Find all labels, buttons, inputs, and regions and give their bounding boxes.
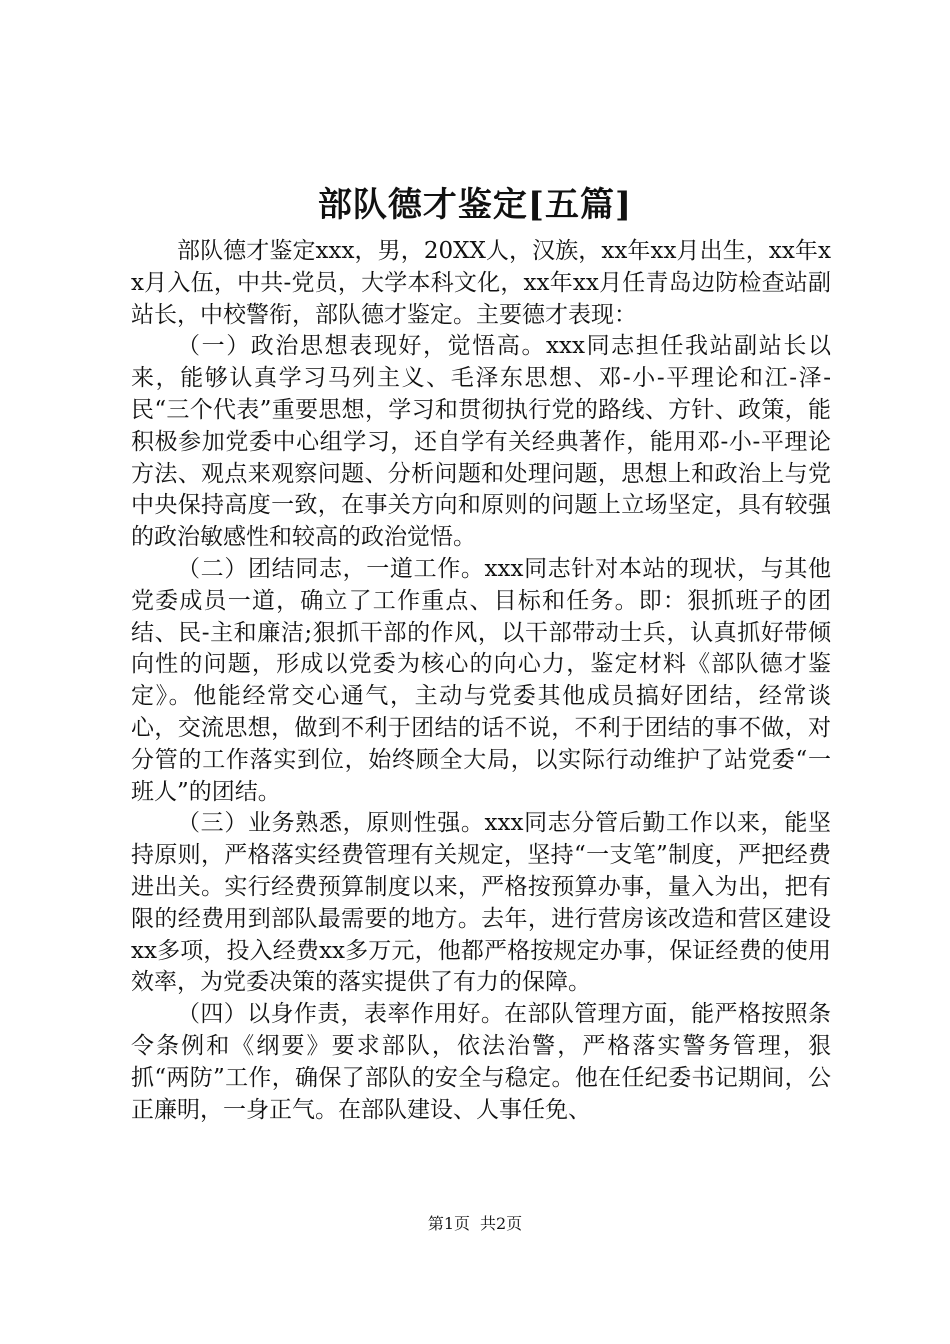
page-footer — [0, 1213, 950, 1235]
paragraph-section-3: （三）业务熟悉，原则性强。xxx同志分管后勤工作以来，能坚持原则，严格落实经费管理有关规定，坚持“一支笔”制度，严把经费进出关。实行经费预算制度以来，严格按预算办事，量入为出，把有限的经费用到部队最需要的地方。去年，进行营房该改造和营区建设xx多项，投入经费xx多万元，他都严格按规定办事，保证经费的使用效率，为党委决策的落实提供了有力的保障。 — [131, 810, 831, 996]
page-total: 共2页 — [480, 1214, 523, 1233]
paragraph-section-2: （二）团结同志，一道工作。xxx同志针对本站的现状，与其他党委成员一道，确立了工作重点、目标和任务。即：狠抓班子的团结、民-主和廉洁;狠抓干部的作风，以干部带动士兵，认真抓好带倾向性的问题，形成以党委为核心的向心力，鉴定材料《部队德才鉴定》。他能经常交心通气，主动与党委其他成员搞好团结，经常谈心，交流思想，做到不利于团结的话不说，不利于团结的事不做，对分管的工作落实到位，始终顾全大局，以实际行动维护了站党委“一班人”的团结。 — [131, 555, 831, 805]
paragraph-intro: 部队德才鉴定xxx，男，20XX人，汉族，xx年xx月出生，xx年xx月入伍，中共-党员，大学本科文化，xx年xx月任青岛边防检查站副站长，中校警衔，部队德才鉴定。主要德才表现： — [131, 238, 831, 328]
paragraph-section-4: （四）以身作责，表率作用好。在部队管理方面，能严格按照条令条例和《纲要》要求部队，依法治警，严格落实警务管理，狠抓“两防”工作，确保了部队的安全与稳定。他在任纪委书记期间，公正廉明，一身正气。在部队建设、人事任免、 — [131, 1001, 831, 1123]
document-body — [131, 236, 831, 1126]
document-title: 部队德才鉴定[五篇] — [317, 184, 633, 225]
paragraph-section-1: （一）政治思想表现好，觉悟高。xxx同志担任我站副站长以来，能够认真学习马列主义、毛泽东思想、邓-小-平理论和江-泽-民“三个代表”重要思想，学习和贯彻执行党的路线、方针、政策，能积极参加党委中心组学习，还自学有关经典著作，能用邓-小-平理论方法、观点来观察问题、分析问题和处理问题，思想上和政治上与党中央保持高度一致，在事关方向和原则的问题上立场坚定，具有较强的政治敏感性和较高的政治觉悟。 — [131, 333, 831, 551]
page-number: 第1页 — [427, 1214, 470, 1233]
